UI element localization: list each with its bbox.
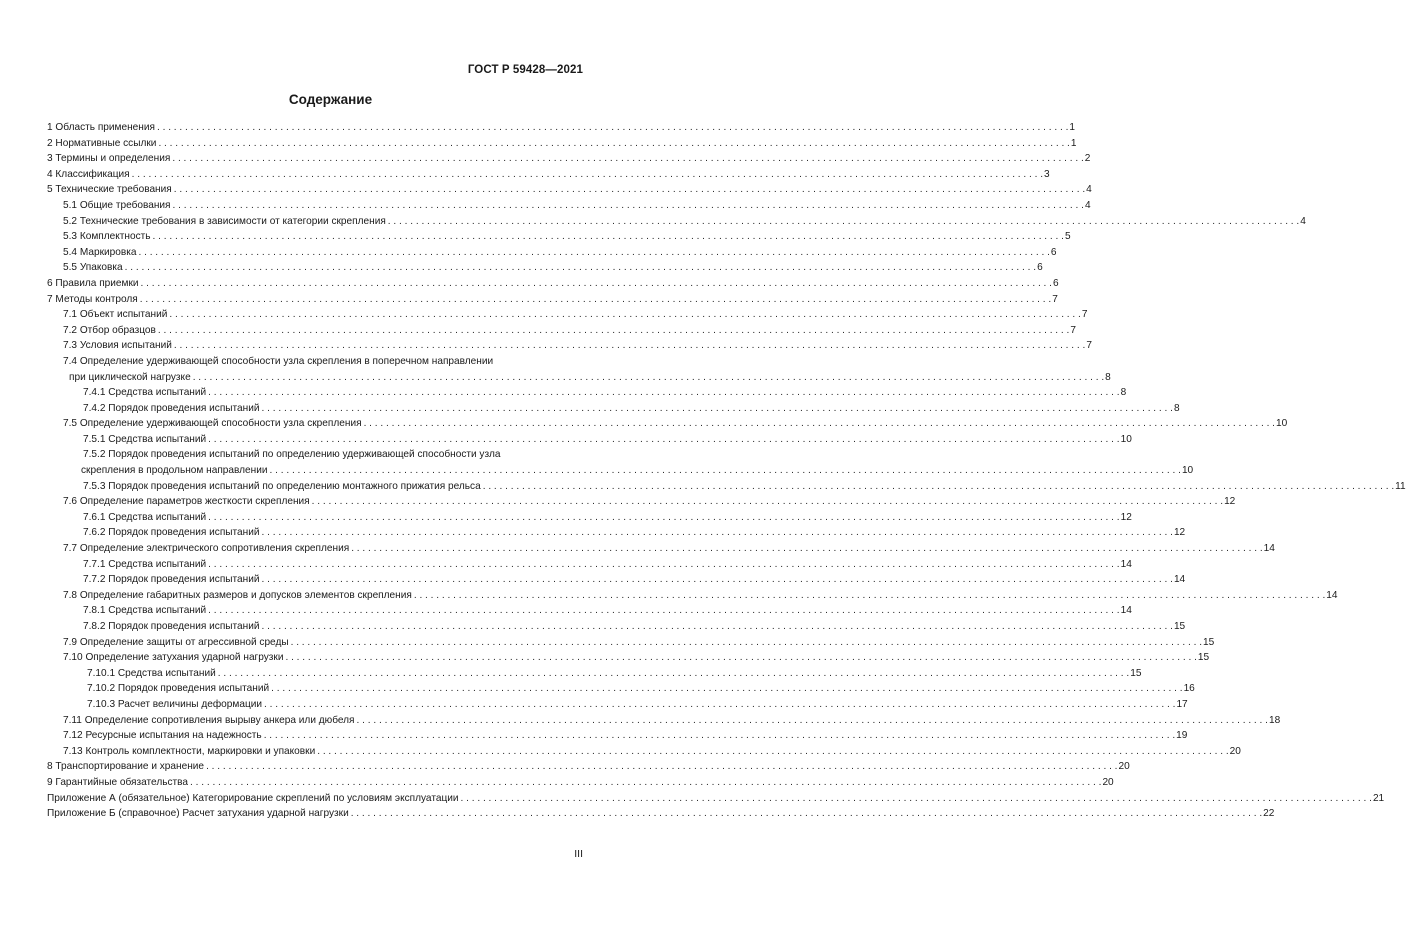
- toc-entry-title-first-line: 7.4 Определение удерживающей способности узла скрепления в поперечном направлении: [63, 355, 494, 367]
- toc-entry-page: 6: [1052, 277, 1059, 289]
- toc-entry-title: 7.7.2 Порядок проведения испытаний: [83, 574, 260, 586]
- dot-leader: [483, 479, 1394, 495]
- toc-entry: [47, 260, 1043, 276]
- toc-entry-title: скрепления в продольном направлении: [81, 465, 268, 477]
- toc-entry-title: 7.5.3 Порядок проведения испытаний по определению монтажного прижатия рельса: [83, 480, 481, 492]
- dot-leader: [208, 603, 1119, 619]
- dot-leader: [262, 401, 1173, 417]
- toc-entry-title: 8 Транспортирование и хранение: [47, 761, 205, 773]
- toc-entry-page: 14: [1120, 605, 1132, 617]
- dot-leader: [174, 182, 1085, 198]
- toc-entry-page: 12: [1224, 496, 1236, 508]
- toc-entry-title: 7.4.1 Средства испытаний: [83, 387, 207, 399]
- toc-entry-page: 20: [1229, 745, 1241, 757]
- toc-entry: [47, 307, 1088, 323]
- toc-entry: [47, 323, 1076, 339]
- toc-entry-page: 10: [1120, 433, 1132, 445]
- toc-entry-title: 7.11 Определение сопротивления вырыву анкера или дюбеля: [63, 714, 355, 726]
- toc-entry-title: при циклической нагрузке: [69, 371, 191, 383]
- toc-entry: [47, 229, 1071, 245]
- toc-entry-title: 5.3 Комплектность: [63, 231, 151, 243]
- toc-entry-page: 2: [1084, 153, 1091, 165]
- toc-entry-title: 5 Технические требования: [47, 184, 172, 196]
- dot-leader: [264, 728, 1175, 744]
- toc-entry: [47, 198, 1091, 214]
- toc-entry-title: 4 Классификация: [47, 168, 130, 180]
- toc-entry: [47, 479, 1406, 495]
- dot-leader: [388, 214, 1299, 230]
- toc-entry: [47, 354, 1111, 385]
- toc-entry: [47, 635, 1215, 651]
- toc-entry: [47, 182, 1092, 198]
- toc-entry: [47, 666, 1142, 682]
- dot-leader: [206, 759, 1117, 775]
- toc-entry: [47, 510, 1132, 526]
- toc-entry-page: 4: [1084, 199, 1091, 211]
- toc-entry-page: 7: [1081, 309, 1088, 321]
- dot-leader: [208, 510, 1119, 526]
- toc-entry-title: 7.8 Определение габаритных размеров и допусков элементов скрепления: [63, 589, 412, 601]
- toc-entry-page: 10: [1275, 418, 1288, 430]
- dot-leader: [172, 151, 1083, 167]
- toc-entry: [47, 791, 1385, 807]
- toc-entry-page: 19: [1176, 730, 1188, 742]
- dot-leader: [141, 276, 1052, 292]
- toc-entry-page: 20: [1102, 776, 1114, 788]
- toc-entry-page: 7: [1052, 293, 1058, 305]
- toc-entry-title: 1 Область применения: [47, 122, 155, 133]
- toc-entry-page: 12: [1173, 527, 1186, 539]
- page-title: Содержание: [288, 92, 373, 107]
- toc-entry: [47, 167, 1050, 183]
- dot-leader: [140, 292, 1051, 308]
- dot-leader: [193, 370, 1104, 386]
- toc-entry-page: 5: [1064, 231, 1071, 243]
- toc-entry-page: 11: [1395, 480, 1406, 492]
- toc-entry-title: 7.5.1 Средства испытаний: [83, 433, 207, 445]
- toc-entry-page: 15: [1173, 621, 1186, 632]
- toc-entry-title: 9 Гарантийные обязательства: [47, 776, 189, 788]
- toc-entry-title: 5.4 Маркировка: [63, 246, 137, 258]
- toc-entry-page: 12: [1120, 511, 1132, 523]
- toc-entry-title: 7.6.2 Порядок проведения испытаний: [83, 527, 260, 539]
- toc-entry: [47, 525, 1186, 541]
- dot-leader: [414, 588, 1325, 604]
- toc-entry-title: 7.7.1 Средства испытаний: [83, 558, 207, 570]
- toc-entry-title: 7.1 Объект испытаний: [63, 309, 168, 321]
- toc-entry: [47, 292, 1058, 308]
- page-number: III: [574, 848, 583, 860]
- toc-entry: [47, 447, 1194, 478]
- toc-entry-page: 14: [1263, 543, 1275, 555]
- toc-entry: [47, 728, 1188, 744]
- toc-entry-title: 7.12 Ресурсные испытания на надежность: [63, 730, 262, 742]
- toc-entry-title: 7.10.3 Расчет величины деформации: [87, 698, 263, 710]
- dot-leader: [364, 416, 1275, 432]
- dot-leader: [262, 619, 1173, 635]
- toc-entry-title: 7.8.1 Средства испытаний: [83, 605, 207, 617]
- toc-entry: [47, 338, 1092, 354]
- toc-entry: [47, 494, 1236, 510]
- toc-entry-page: 15: [1197, 652, 1210, 664]
- toc-entry: [47, 806, 1275, 822]
- toc-entry-page: 8: [1105, 371, 1111, 383]
- toc-entry-title: 7.6 Определение параметров жесткости скрепления: [63, 496, 310, 508]
- toc-entry-page: 14: [1173, 574, 1186, 586]
- dot-leader: [357, 713, 1268, 729]
- toc-entry-title: 7.8.2 Порядок проведения испытаний: [83, 621, 260, 632]
- toc-entry-page: 4: [1086, 184, 1092, 196]
- dot-leader: [262, 525, 1173, 541]
- dot-leader: [157, 120, 1068, 136]
- toc-entry: [47, 697, 1188, 713]
- dot-leader: [262, 572, 1173, 588]
- toc-entry-title: 3 Термины и определения: [47, 153, 171, 165]
- dot-leader: [461, 791, 1372, 807]
- toc-entry: [47, 588, 1338, 604]
- dot-leader: [208, 385, 1119, 401]
- toc-entry-title: 5.1 Общие требования: [63, 199, 171, 211]
- dot-leader: [351, 541, 1262, 557]
- dot-leader: [271, 681, 1182, 697]
- toc-entry-title: 7.9 Определение защиты от агрессивной среды: [63, 636, 289, 648]
- dot-leader: [264, 697, 1175, 713]
- dot-leader: [270, 463, 1181, 479]
- toc-entry-title: 5.2 Технические требования в зависимости от категории скрепления: [63, 215, 386, 227]
- dot-leader: [312, 494, 1223, 510]
- toc-entry: [47, 619, 1186, 635]
- toc-entry-page: 6: [1050, 246, 1057, 258]
- toc-entry: [47, 214, 1306, 230]
- toc-entry-title: 2 Нормативные ссылки: [47, 137, 157, 149]
- toc-entry-title: Приложение А (обязательное) Категорирование скреплений по условиям эксплуатации: [47, 792, 459, 804]
- dot-leader: [158, 136, 1069, 152]
- toc-entry-title-first-line: 7.5.2 Порядок проведения испытаний по определению удерживающей способности узла: [83, 449, 501, 461]
- toc-entry-title: 7.4.2 Порядок проведения испытаний: [83, 402, 260, 414]
- dot-leader: [218, 666, 1129, 682]
- toc-entry: [47, 276, 1059, 292]
- dot-leader: [173, 198, 1084, 214]
- dot-leader: [153, 229, 1064, 245]
- toc-entry-page: 22: [1263, 808, 1275, 820]
- toc-entry: [47, 744, 1241, 760]
- toc-entry-title: 7.3 Условия испытаний: [63, 340, 172, 352]
- toc-entry-title: 6 Правила приемки: [47, 277, 139, 289]
- toc-entry-page: 8: [1120, 387, 1127, 399]
- toc-entry: [47, 401, 1180, 417]
- toc-entry-page: 3: [1044, 168, 1050, 180]
- toc-entry-page: 1: [1069, 122, 1076, 133]
- toc-entry: [47, 120, 1076, 136]
- toc-entry: [47, 136, 1077, 152]
- toc-entry: [47, 713, 1281, 729]
- dot-leader: [291, 635, 1202, 651]
- toc-entry: [47, 541, 1275, 557]
- toc-entry: [47, 759, 1130, 775]
- dot-leader: [169, 307, 1080, 323]
- toc-entry: [47, 151, 1091, 167]
- toc-entry-title: Приложение Б (справочное) Расчет затухания ударной нагрузки: [47, 808, 349, 820]
- dot-leader: [208, 557, 1119, 573]
- toc-entry-title: 7.6.1 Средства испытаний: [83, 511, 207, 523]
- dot-leader: [285, 650, 1196, 666]
- toc-entry-title: 7.13 Контроль комплектности, маркировки и упаковки: [63, 745, 316, 757]
- toc-entry-page: 4: [1300, 215, 1306, 227]
- dot-leader: [190, 775, 1101, 791]
- toc-entry-page: 14: [1120, 558, 1132, 570]
- dot-leader: [174, 338, 1085, 354]
- toc-entry-title: 7.2 Отбор образцов: [63, 324, 156, 336]
- toc-entry-title: 7.10 Определение затухания ударной нагрузки: [63, 652, 284, 664]
- dot-leader: [208, 432, 1119, 448]
- toc-entry-page: 21: [1372, 792, 1385, 804]
- toc-entry: [47, 416, 1288, 432]
- toc-entry-title: 5.5 Упаковка: [63, 262, 123, 274]
- toc-entry: [47, 572, 1186, 588]
- document-code: ГОСТ Р 59428—2021: [467, 64, 583, 76]
- toc-entry: [47, 603, 1132, 619]
- toc-entry-page: 1: [1070, 137, 1077, 149]
- dot-leader: [351, 806, 1262, 822]
- toc-entry: [47, 432, 1132, 448]
- toc-entry-page: 7: [1086, 340, 1092, 352]
- toc-entry-page: 20: [1118, 761, 1130, 773]
- toc-entry: [47, 681, 1195, 697]
- toc-entry-title: 7 Методы контроля: [47, 293, 138, 305]
- toc-entry-page: 7: [1070, 324, 1076, 336]
- toc-entry-page: 10: [1181, 465, 1194, 477]
- toc-entry-title: 7.10.1 Средства испытаний: [87, 667, 216, 679]
- toc-entry-title: 7.5 Определение удерживающей способности узла скрепления: [63, 418, 362, 430]
- toc-entry-page: 17: [1176, 698, 1188, 710]
- toc-entry: [47, 775, 1114, 791]
- dot-leader: [158, 323, 1069, 339]
- toc-entry-title: 7.10.2 Порядок проведения испытаний: [87, 683, 270, 695]
- toc-entry: [47, 557, 1132, 573]
- toc-entry: [47, 245, 1057, 261]
- dot-leader: [132, 167, 1043, 183]
- toc-entry-page: 8: [1173, 402, 1180, 414]
- dot-leader: [125, 260, 1036, 276]
- toc-entry-page: 15: [1203, 636, 1215, 648]
- toc-entry-page: 15: [1130, 667, 1142, 679]
- dot-leader: [138, 245, 1049, 261]
- toc-entry-page: 14: [1326, 589, 1338, 601]
- table-of-contents: [47, 120, 1406, 822]
- toc-entry: [47, 650, 1210, 666]
- toc-entry-page: 6: [1037, 262, 1043, 274]
- toc-entry: [47, 385, 1127, 401]
- dot-leader: [317, 744, 1228, 760]
- toc-entry-page: 18: [1268, 714, 1281, 726]
- toc-entry-page: 16: [1183, 683, 1195, 695]
- toc-entry-title: 7.7 Определение электрического сопротивления скрепления: [63, 543, 350, 555]
